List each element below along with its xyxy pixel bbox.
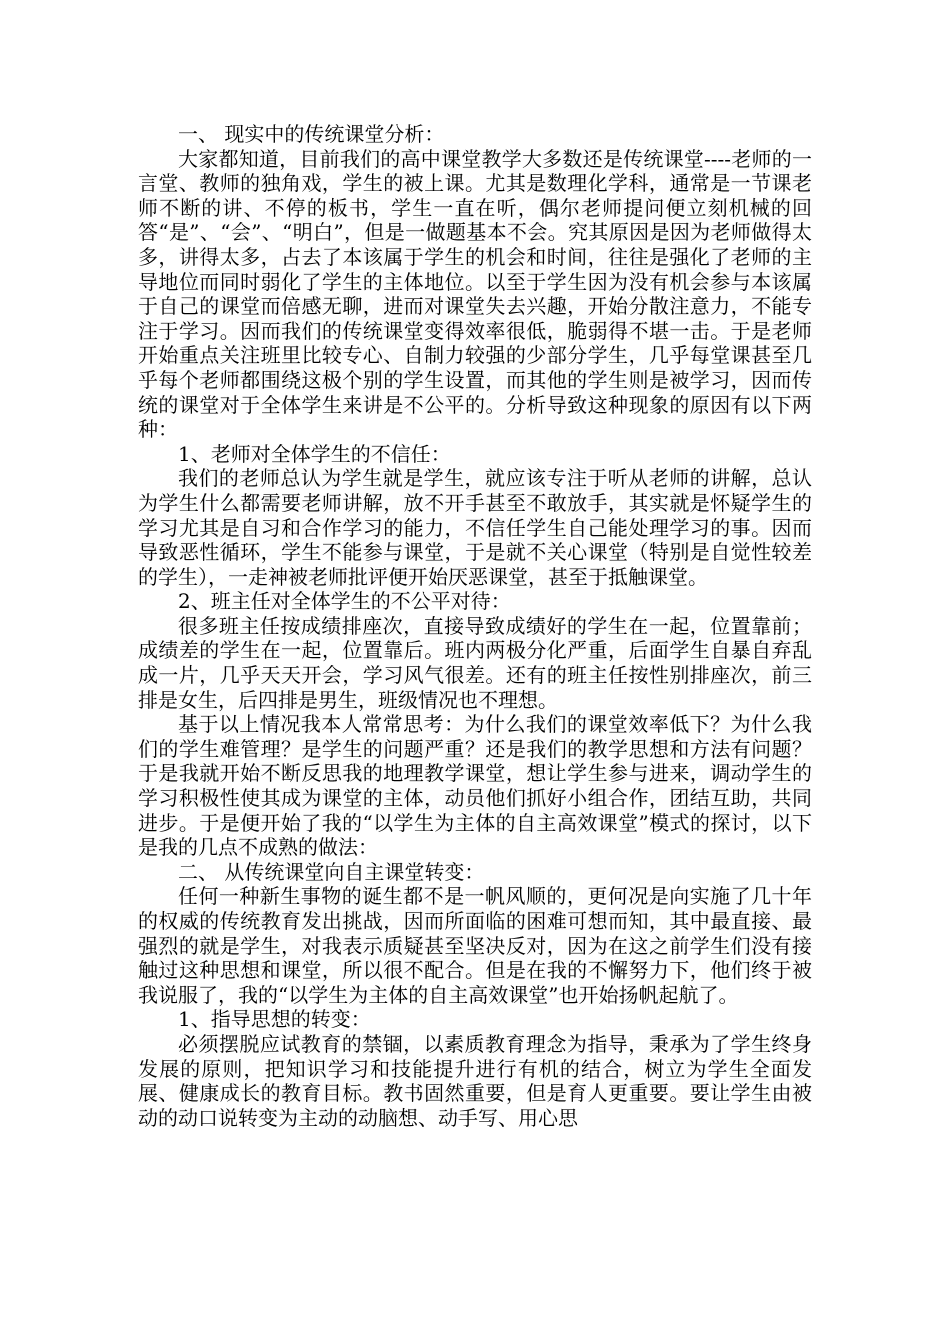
document-body (138, 122, 812, 1130)
subheading-1-2: 2、班主任对全体学生的不公平对待： (178, 589, 511, 614)
section-heading-1: 一、 现实中的传统课堂分析： (178, 122, 445, 146)
paragraph-5: 任何一种新生事物的诞生都不是一帆风顺的，更何况是向实施了几十年的权威的传统教育发出挑战，因而所面临的困难可想而知，其中最直接、最强烈的就是学生，对我表示质疑甚至坚决反对，因为在这之前学生们没有接触过这种思想和课堂，所以很不配合。但是在我的不懈努力下，他们终于被我说服了，我的“以学生为主体的自主高效课堂”也开始扬帆起航了。 (138, 884, 812, 1007)
paragraph-4: 基于以上情况我本人常常思考：为什么我们的课堂效率低下？为什么我们的学生难管理？是学生的问题严重？还是我们的教学思想和方法有问题？于是我就开始不断反思我的地理教学课堂，想让学生参与进来，调动学生的学习积极性使其成为课堂的主体，动员他们抓好小组合作，团结互助，共同进步。于是便开始了我的“以学生为主体的自主高效课堂”模式的探讨，以下是我的几点不成熟的做法： (138, 712, 812, 860)
paragraph-1: 大家都知道，目前我们的高中课堂教学大多数还是传统课堂----老师的一言堂、教师的独角戏，学生的被上课。尤其是数理化学科，通常是一节课老师不断的讲、不停的板书，学生一直在听，偶尔老师提问便立刻机械的回答“是”、“会”、“明白”，但是一做题基本不会。究其原因是因为老师做得太多，讲得太多，占去了本该属于学生的机会和时间，往往是强化了老师的主导地位而同时弱化了学生的主体地位。以至于学生因为没有机会参与本该属于自己的课堂而倍感无聊，进而对课堂失去兴趣，开始分散注意力，不能专注于学习。因而我们的传统课堂变得效率很低，脆弱得不堪一击。于是老师开始重点关注班里比较专心、自制力较强的少部分学生，几乎每堂课甚至几乎每个老师都围绕这极个别的学生设置，而其他的学生则是被学习，因而传统的课堂对于全体学生来讲是不公平的。分析导致这种现象的原因有以下两种： (138, 146, 812, 442)
paragraph-6: 必须摆脱应试教育的禁锢，以素质教育理念为指导，秉承为了学生终身发展的原则，把知识学习和技能提升进行有机的结合，树立为学生全面发展、健康成长的教育目标。教书固然重要，但是育人更重要。要让学生由被动的动口说转变为主动的动脑想、动手写、用心思 (138, 1031, 812, 1130)
section-heading-2: 二、 从传统课堂向自主课堂转变： (178, 859, 485, 884)
subheading-1-1: 1、老师对全体学生的不信任： (178, 441, 451, 466)
subheading-2-1: 1、指导思想的转变： (178, 1007, 371, 1032)
paragraph-2: 我们的老师总认为学生就是学生，就应该专注于听从老师的讲解，总认为学生什么都需要老师讲解，放不开手甚至不敢放手，其实就是怀疑学生的学习尤其是自习和合作学习的能力，不信任学生自己能处理学习的事。因而导致恶性循环，学生不能参与课堂，于是就不关心课堂（特别是自觉性较差的学生），一走神被老师批评便开始厌恶课堂，甚至于抵触课堂。 (138, 466, 812, 589)
paragraph-3: 很多班主任按成绩排座次，直接导致成绩好的学生在一起，位置靠前；成绩差的学生在一起，位置靠后。班内两极分化严重，后面学生自暴自弃乱成一片，几乎天天开会，学习风气很差。还有的班主任按性别排座次，前三排是女生，后四排是男生，班级情况也不理想。 (138, 613, 812, 712)
